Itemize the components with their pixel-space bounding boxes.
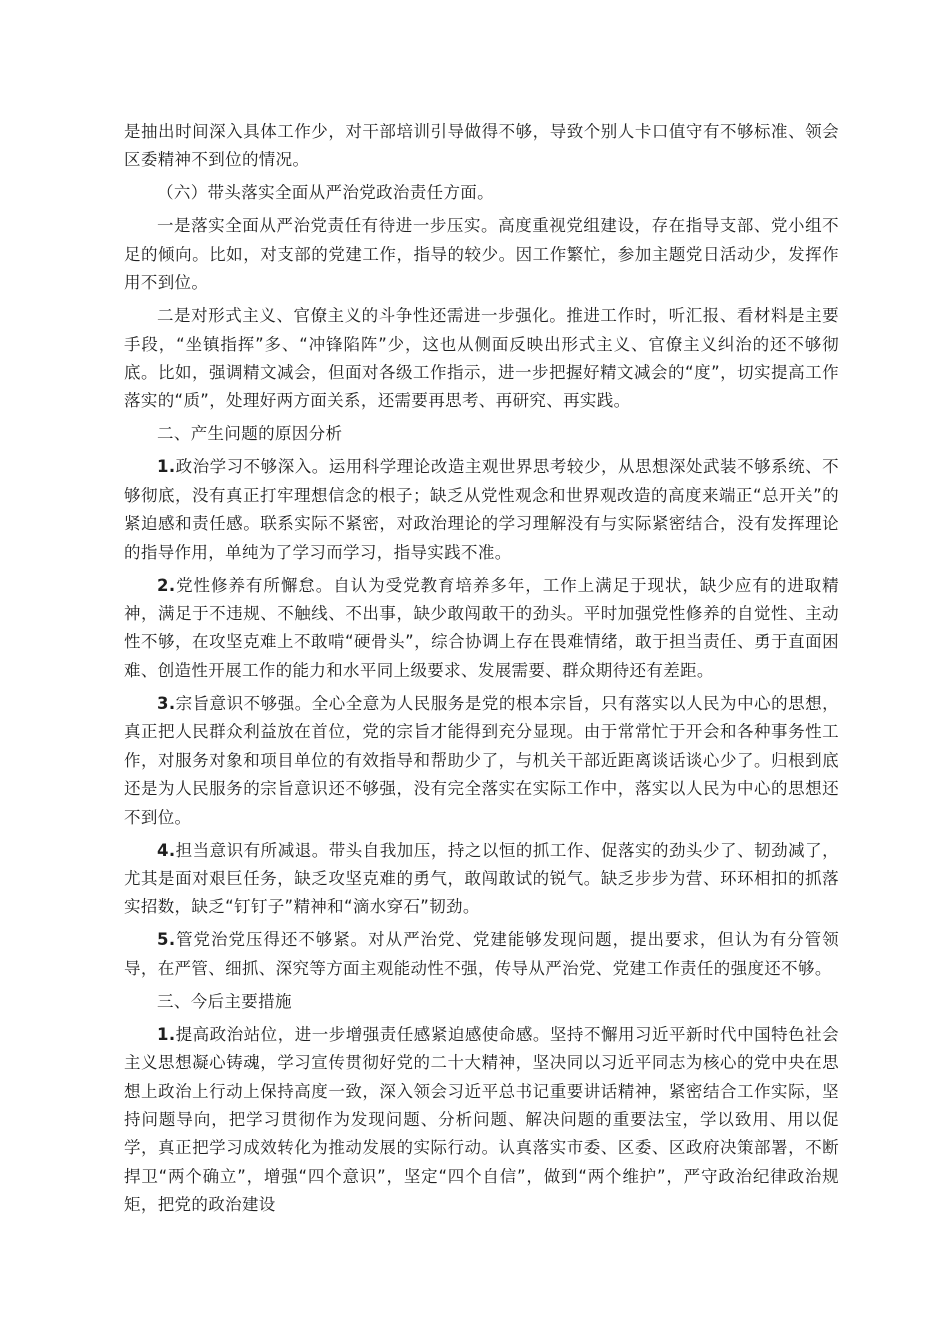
item-number: 4. — [157, 840, 176, 860]
item-number: 3. — [157, 693, 176, 713]
item-number: 1. — [157, 1024, 176, 1044]
cause-item-2: 2.党性修养有所懈怠。自认为受党教育培养多年，工作上满足于现状，缺少应有的进取精神，满足于不违规、不触线、不出事，缺少敢闯敢干的劲头。平时加强党性修养的自觉性、主动性不够，在攻坚克难上不敢啃“硬骨头”，综合协调上存在畏难情绪，敢于担当责任、勇于直面困难、创造性开展工作的能力和水平同上级要求、发展需要、群众期待还有差距。 — [124, 575, 839, 680]
item-number: 2. — [157, 575, 176, 595]
cause-item-1: 1.政治学习不够深入。运用科学理论改造主观世界思考较少，从思想深处武装不够系统、不够彻底，没有真正打牢理想信念的根子；缺乏从党性观念和世界观改造的高度来端正“总开关”的紧迫感和责任感。联系实际不紧密，对政治理论的学习理解没有与实际紧密结合，没有发挥理论的指导作用，单纯为了学习而学习，指导实践不准。 — [124, 457, 839, 562]
section-heading-measures: 三、今后主要措施 — [157, 991, 292, 1011]
cause-item-3: 3.宗旨意识不够强。全心全意为人民服务是党的根本宗旨，只有落实以人民为中心的思想，真正把人民群众利益放在首位，党的宗旨才能得到充分显现。由于常常忙于开会和各种事务性工作，对服务对象和项目单位的有效指导和帮助少了，与机关干部近距离谈话谈心少了。归根到底还是为人民服务的宗旨意识还不够强，没有完全落实在实际工作中，落实以人民为中心的思想还不到位。 — [124, 693, 839, 827]
paragraph-point-two: 二是对形式主义、官僚主义的斗争性还需进一步强化。推进工作时，听汇报、看材料是主要手段，“坐镇指挥”多、“冲锋陷阵”少，这也从侧面反映出形式主义、官僚主义纠治的还不够彻底。比如，强调精文减会，但面对各级工作指示，进一步把握好精文减会的“度”，切实提高工作落实的“质”，处理好两方面关系，还需要再思考、再研究、再实践。 — [124, 306, 839, 411]
cause-item-5: 5.管党治党压得还不够紧。对从严治党、党建能够发现问题，提出要求，但认为有分管领导，在严管、细抓、深究等方面主观能动性不强，传导从严治党、党建工作责任的强度还不够。 — [124, 930, 839, 978]
section-heading-six: （六）带头落实全面从严治党政治责任方面。 — [157, 183, 494, 203]
section-heading-causes: 二、产生问题的原因分析 — [157, 424, 343, 444]
measure-item-1: 1.提高政治站位，进一步增强责任感紧迫感使命感。坚持不懈用习近平新时代中国特色社会主义思想凝心铸魂，学习宣传贯彻好党的二十大精神，坚决同以习近平同志为核心的党中央在思想上政治上行动上保持高度一致，深入领会习近平总书记重要讲话精神，紧密结合工作实际，坚持问题导向，把学习贯彻作为发现问题、分析问题、解决问题的重要法宝，学以致用、用以促学，真正把学习成效转化为推动发展的实际行动。认真落实市委、区委、区政府决策部署，不断捍卫“两个确立”，增强“四个意识”，坚定“四个自信”，做到“两个维护”，严守政治纪律政治规矩，把党的政治建设 — [124, 1024, 839, 1215]
item-number: 1. — [157, 457, 176, 477]
document-body — [124, 118, 839, 1224]
cause-item-4: 4.担当意识有所减退。带头自我加压，持之以恒的抓工作、促落实的劲头少了、韧劲减了，尤其是面对艰巨任务，缺乏攻坚克难的勇气，敢闯敢试的锐气。缺乏步步为营、环环相扣的抓落实招数，缺乏“钉钉子”精神和“滴水穿石”韧劲。 — [124, 840, 839, 917]
item-number: 5. — [157, 930, 176, 950]
paragraph-point-one: 一是落实全面从严治党责任有待进一步压实。高度重视党组建设，存在指导支部、党小组不足的倾向。比如，对支部的党建工作，指导的较少。因工作繁忙，参加主题党日活动少，发挥作用不到位。 — [124, 216, 839, 293]
paragraph-continuation: 是抽出时间深入具体工作少，对干部培训引导做得不够，导致个别人卡口值守有不够标准、领会区委精神不到位的情况。 — [124, 122, 839, 170]
